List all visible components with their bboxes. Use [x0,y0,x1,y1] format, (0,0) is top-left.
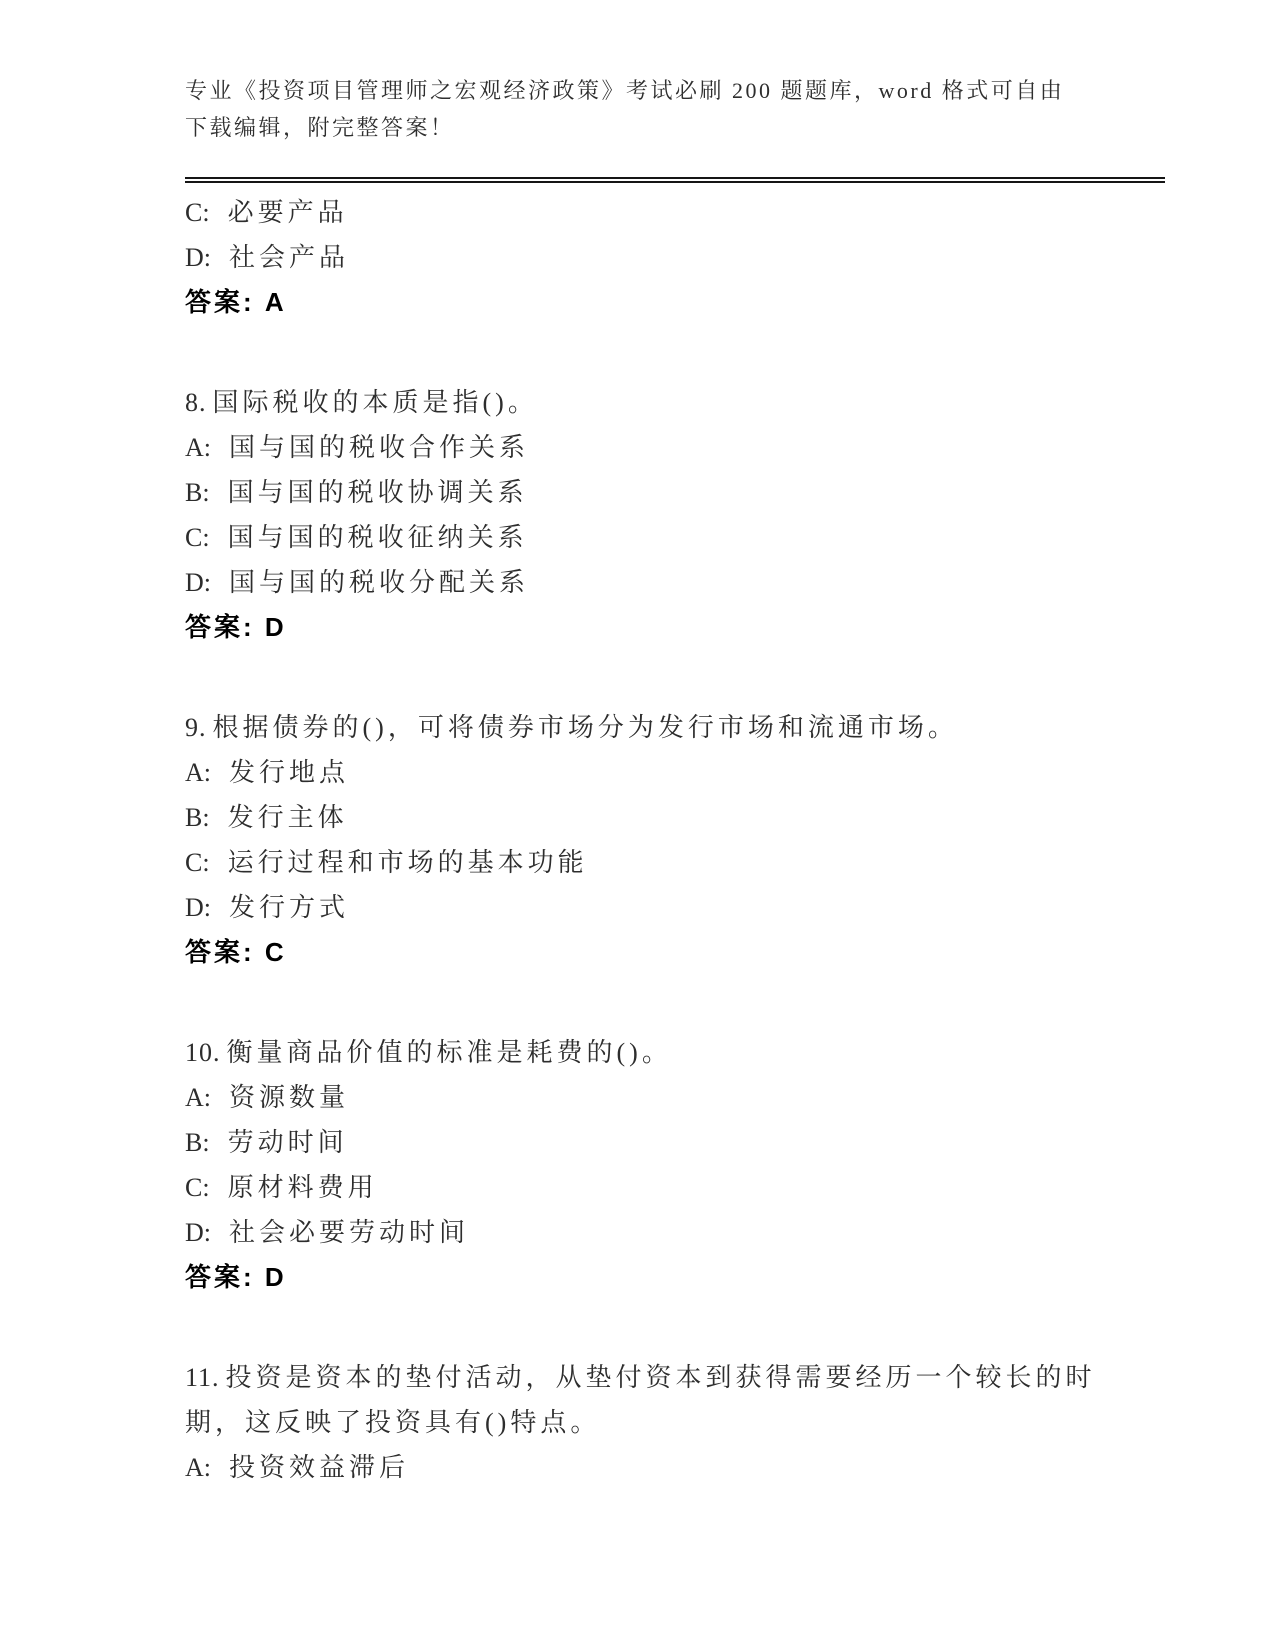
question-block-10 [185,1030,1105,1300]
option-label: B: [185,478,210,507]
option-text: 投资效益滞后 [229,1453,410,1482]
question-number: 11. [185,1363,220,1392]
option-label: C: [185,1173,210,1202]
question-stem: 根据债券的()，可将债券市场分为发行市场和流通市场。 [212,713,958,742]
answer-line: 答案: D [185,1262,287,1292]
exam-header [185,72,1115,146]
answer-line: 答案: D [185,612,287,642]
option-label: A: [185,1453,211,1482]
option-label: A: [185,433,211,462]
option-label: B: [185,803,210,832]
header-divider [185,177,1165,183]
option-label: D: [185,243,211,272]
header-line-1: 专业《投资项目管理师之宏观经济政策》考试必刷 200 题题库，word 格式可自由 [185,78,1065,103]
question-number: 10. [185,1038,221,1067]
option-line [185,750,1105,795]
option-line [185,1445,1105,1490]
option-label: D: [185,893,211,922]
option-text: 发行主体 [227,803,348,832]
option-text: 发行方式 [229,893,350,922]
option-text: 国与国的税收征纳关系 [227,523,528,552]
option-label: B: [185,1128,210,1157]
option-line [185,885,1105,930]
option-line [185,425,1105,470]
question-stem: 国际税收的本质是指()。 [212,388,538,417]
option-text: 劳动时间 [227,1128,348,1157]
option-line [185,1120,1105,1165]
question-stem-line [185,1030,1105,1075]
answer-line: 答案: C [185,937,287,967]
option-text: 社会产品 [229,243,350,272]
question-block-9 [185,705,1105,975]
option-text: 原材料费用 [227,1173,378,1202]
option-line [185,515,1105,560]
question-stem: 衡量商品价值的标准是耗费的()。 [226,1038,672,1067]
option-line [185,470,1105,515]
option-label: C: [185,198,210,227]
question-stem-line [185,380,1105,425]
question-stem: 投资是资本的垫付活动，从垫付资本到获得需要经历一个较长的时期，这反映了投资具有()特点。 [185,1363,1096,1437]
option-label: C: [185,523,210,552]
option-label: C: [185,848,210,877]
option-line [185,190,1105,235]
header-line-2: 下载编辑，附完整答案！ [185,115,455,140]
option-label: D: [185,568,211,597]
option-line [185,1165,1105,1210]
option-label: D: [185,1218,211,1247]
option-label: A: [185,1083,211,1112]
option-line [185,840,1105,885]
option-line [185,560,1105,605]
question-block-8 [185,380,1105,650]
option-text: 国与国的税收合作关系 [229,433,530,462]
option-text: 国与国的税收分配关系 [229,568,530,597]
question-number: 8. [185,388,207,417]
option-text: 资源数量 [229,1083,350,1112]
partial-question-block [185,190,1105,325]
question-stem-line [185,705,1105,750]
questions-content [185,190,1105,1490]
option-label: A: [185,758,211,787]
option-line [185,795,1105,840]
option-line [185,235,1105,280]
question-stem-line [185,1355,1105,1445]
option-text: 运行过程和市场的基本功能 [227,848,588,877]
option-text: 国与国的税收协调关系 [227,478,528,507]
option-line [185,1210,1105,1255]
question-block-11 [185,1355,1105,1490]
option-text: 发行地点 [229,758,350,787]
question-number: 9. [185,713,207,742]
option-text: 社会必要劳动时间 [229,1218,470,1247]
option-line [185,1075,1105,1120]
option-text: 必要产品 [227,198,348,227]
answer-line: 答案: A [185,287,287,317]
